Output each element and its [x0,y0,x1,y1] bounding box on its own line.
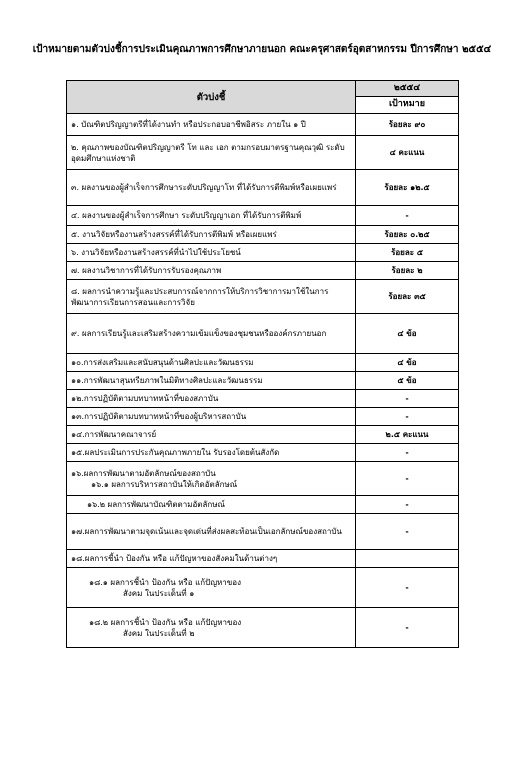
indicator-3: ๓. ผลงานของผู้สำเร็จการศึกษาระดับปริญญาโท ที่ได้รับการตีพิมพ์หรือเผยแพร่ [67,170,356,206]
target-17: - [356,514,459,550]
indicator-16-2: ๑๖.๒ ผลการพัฒนาบัณฑิตตามอัตลักษณ์ [67,496,356,514]
indicator-4: ๔. ผลงานของผู้สำเร็จการศึกษา ระดับปริญญาเอก ที่ได้รับการตีพิมพ์ [67,206,356,226]
header-year: ๒๕๕๔ [356,81,459,97]
target-18-1: - [356,568,459,608]
target-14: ๒.๕ คะแนน [356,426,459,444]
target-18 [356,550,459,568]
indicator-8: ๘. ผลการนำความรู้และประสบการณ์จากการให้บริการวิชาการมาใช้ในการพัฒนาการเรียนการสอนและการวิจัย [67,280,356,314]
indicator-18-1 [67,568,356,608]
header-target: เป้าหมาย [356,96,459,113]
indicator-11: ๑๑.การพัฒนาสุนทรียภาพในมิติทางศิลปะและวัฒนธรรม [67,372,356,390]
indicator-1: ๑. บัณฑิตปริญญาตรีที่ได้งานทำ หรือประกอบอาชีพอิสระ ภายใน ๑ ปี [67,114,356,136]
indicator-18-1-line1: ๑๘.๑ ผลการชี้นำ ป้องกัน หรือ แก้ปัญหาของ [89,577,241,587]
target-8: ร้อยละ ๓๕ [356,280,459,314]
indicator-table [66,80,459,648]
indicator-18-2-line2: สังคม ในประเด็นที่ ๒ [123,628,195,638]
indicator-17: ๑๗.ผลการพัฒนาตามจุดเน้นและจุดเด่นที่ส่งผลสะท้อนเป็นเอกลักษณ์ของสถาบัน [67,514,356,550]
target-4: - [356,206,459,226]
target-16-2: - [356,496,459,514]
target-9: ๔ ข้อ [356,314,459,354]
indicator-7: ๗. ผลงานวิชาการที่ได้รับการรับรองคุณภาพ [67,262,356,280]
indicator-6: ๖. งานวิจัยหรืองานสร้างสรรค์ที่นำไปใช้ประโยชน์ [67,244,356,262]
target-6: ร้อยละ ๕ [356,244,459,262]
indicator-5: ๕. งานวิจัยหรืองานสร้างสรรค์ที่ได้รับการตีพิมพ์ หรือเผยแพร่ [67,226,356,244]
indicator-2: ๒. คุณภาพของบัณฑิตปริญญาตรี โท และ เอก ตามกรอบมาตรฐานคุณวุฒิ ระดับอุดมศึกษาแห่งชาติ [67,136,356,170]
target-2: ๔ คะแนน [356,136,459,170]
target-11: ๕ ข้อ [356,372,459,390]
indicator-15: ๑๕.ผลประเมินการประกันคุณภาพภายใน รับรองโดยต้นสังกัด [67,444,356,462]
header-indicator: ตัวบ่งชี้ [67,81,356,114]
indicator-12: ๑๒.การปฏิบัติตามบทบาทหน้าที่ของสภาบัน [67,390,356,408]
target-7: ร้อยละ ๒ [356,262,459,280]
target-18-2: - [356,608,459,648]
target-15: - [356,444,459,462]
indicator-18: ๑๘.ผลการชี้นำ ป้องกัน หรือ แก้ปัญหาของสังคมในด้านต่างๆ [67,550,356,568]
indicator-16-heading: ๑๖.ผลการพัฒนาตามอัตลักษณ์ของสถาบัน [71,468,216,478]
document-title: เป้าหมายตามตัวบ่งชี้การประเมินคุณภาพการศึกษาภายนอก คณะครุศาสตร์อุตสาหกรรม ปีการศึกษา ๒๕๕๔ [32,44,492,55]
indicator-18-1-line2: สังคม ในประเด็นที่ ๑ [123,588,195,598]
indicator-14: ๑๔.การพัฒนาคณาจารย์ [67,426,356,444]
target-12: - [356,390,459,408]
indicator-16-1: ๑๖.๑ ผลการบริหารสถาบันให้เกิดอัตลักษณ์ [91,479,238,489]
target-3: ร้อยละ ๑๒.๕ [356,170,459,206]
indicator-10: ๑๐.การส่งเสริมและสนับสนุนด้านศิลปะและวัฒนธรรม [67,354,356,372]
target-10: ๔ ข้อ [356,354,459,372]
indicator-18-2-line1: ๑๘.๒ ผลการชี้นำ ป้องกัน หรือ แก้ปัญหาของ [89,617,242,627]
target-5: ร้อยละ ๐.๒๕ [356,226,459,244]
target-13: - [356,408,459,426]
indicator-18-2 [67,608,356,648]
indicator-9: ๙. ผลการเรียนรู้และเสริมสร้างความเข้มแข็งของชุมชนหรือองค์กรภายนอก [67,314,356,354]
target-1: ร้อยละ ๙๐ [356,114,459,136]
target-16-1: - [356,462,459,496]
indicator-13: ๑๓.การปฏิบัติตามบทบาทหน้าที่ของผู้บริหารสถาบัน [67,408,356,426]
indicator-16 [67,462,356,496]
